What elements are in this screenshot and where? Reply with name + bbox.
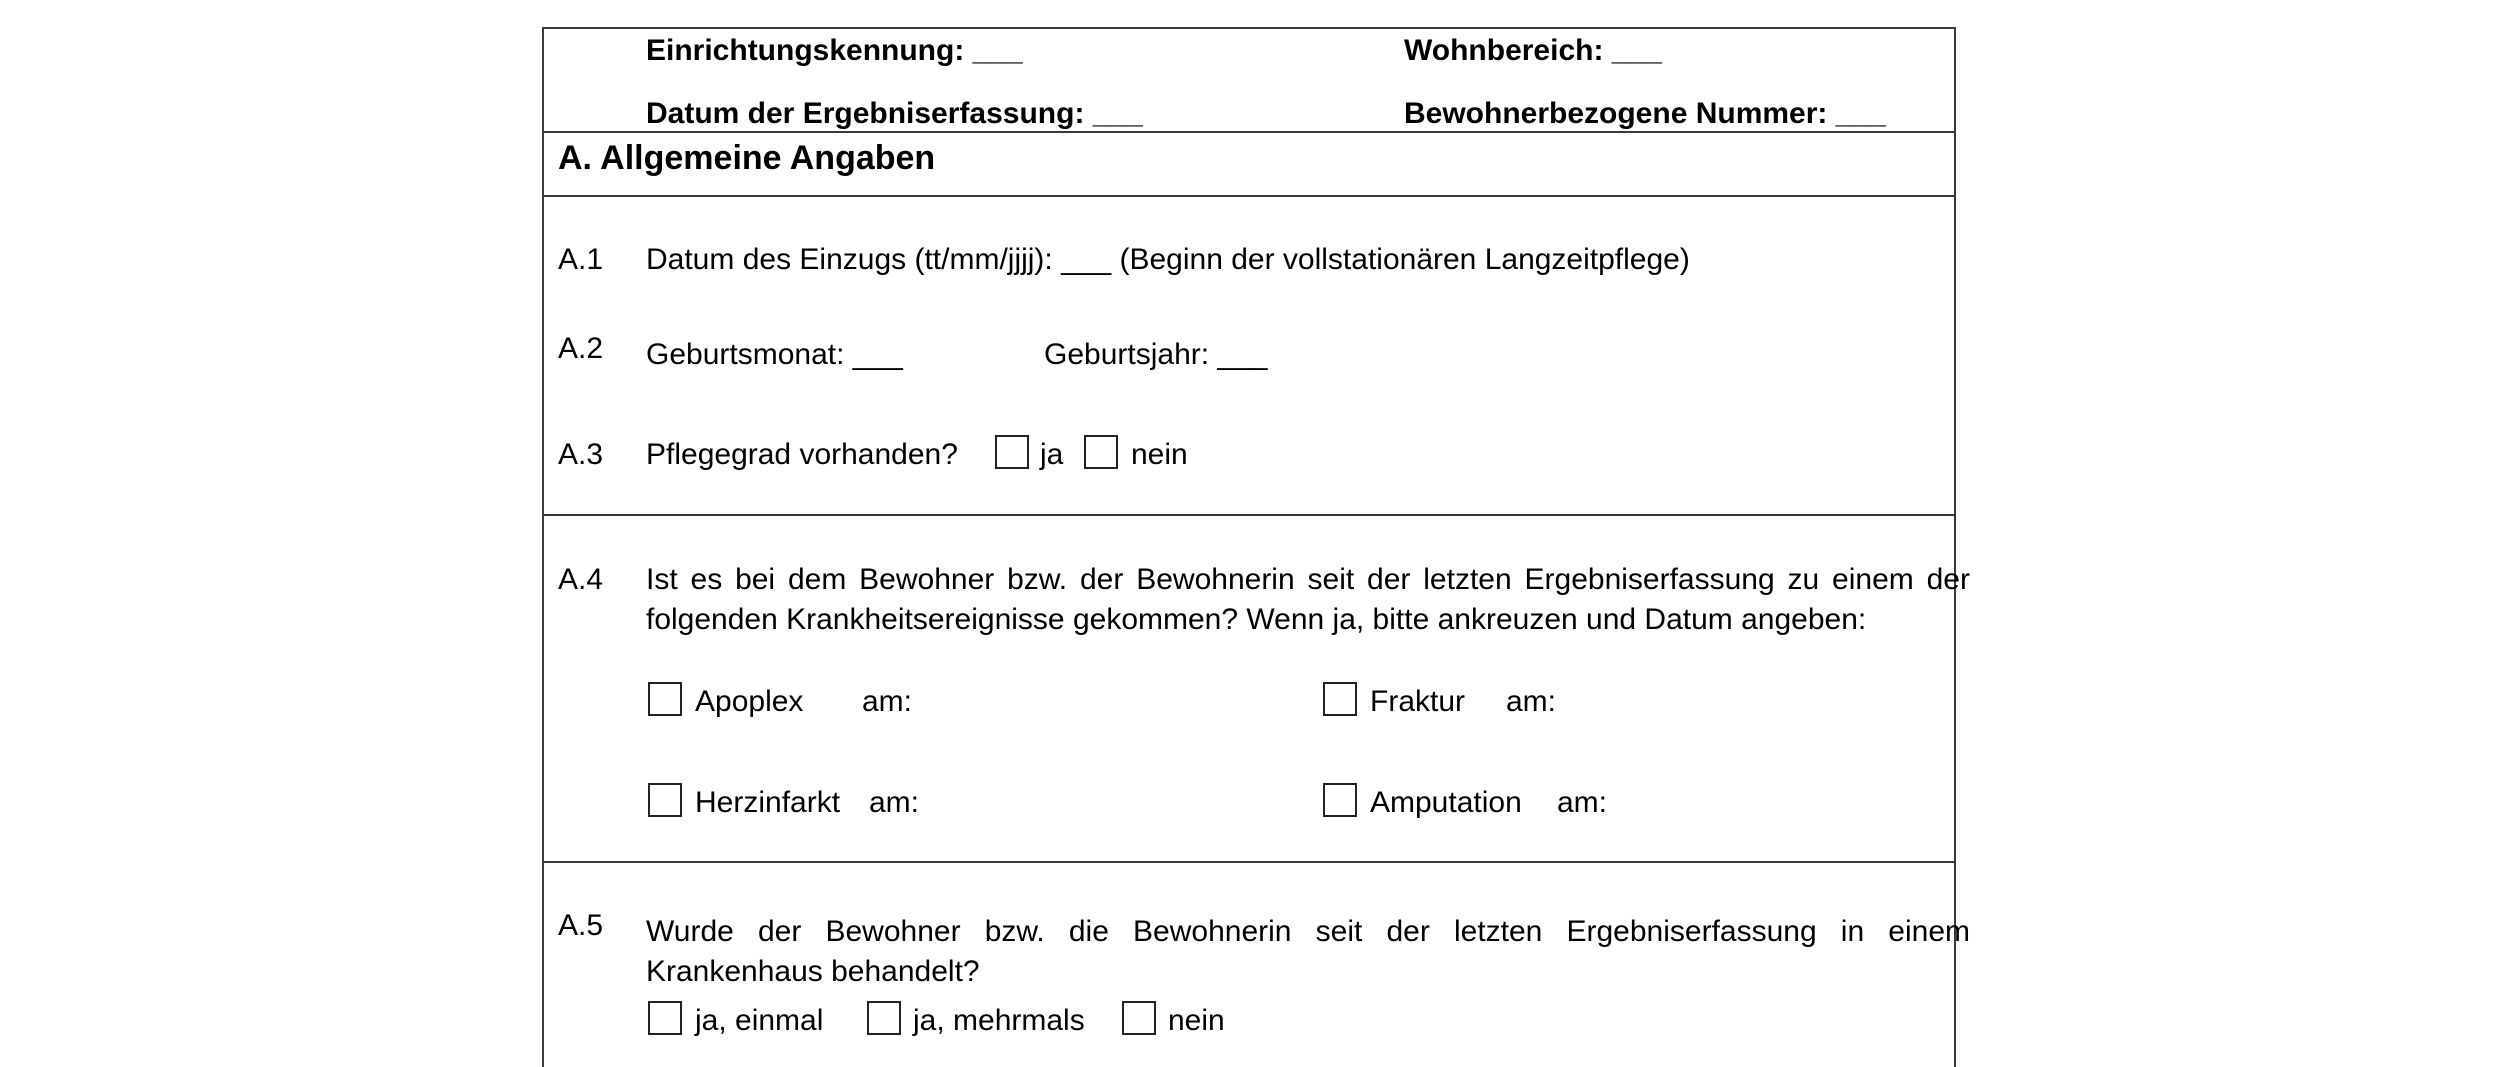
a4-apoplex-date-field[interactable]: am: [862,685,913,718]
a4-fraktur-label: Fraktur [1370,685,1466,718]
wohnbereich-field[interactable]: Wohnbereich: ___ [1404,34,1662,67]
a3-nein-checkbox[interactable] [1084,435,1118,469]
a4-amputation-date-field[interactable]: am: [1557,786,1608,819]
bewohnerbezogene-nummer-field[interactable]: Bewohnerbezogene Nummer: ___ [1404,97,1886,130]
a1-einzug-date-field[interactable]: Datum des Einzugs (tt/mm/jjjj): ___ (Beginn der vollstationären Langzeitpflege) [646,243,1690,276]
a4-herzinfarkt-checkbox[interactable] [648,783,682,817]
a4-fraktur-date-field[interactable]: am: [1506,685,1557,718]
a4-apoplex-label: Apoplex [695,685,804,718]
a2-geburtsmonat-field[interactable]: Geburtsmonat: ___ [646,338,903,371]
a5-number: A.5 [558,909,604,942]
a2-geburtsjahr-field[interactable]: Geburtsjahr: ___ [1044,338,1268,371]
a4-herzinfarkt-date-field[interactable]: am: [869,786,920,819]
a5-nein-label: nein [1168,1004,1225,1037]
a3-ja-checkbox[interactable] [995,435,1029,469]
a3-nein-label: nein [1131,438,1188,471]
divider-a4 [542,861,1956,863]
a3-number: A.3 [558,438,604,471]
a4-fraktur-checkbox[interactable] [1323,682,1357,716]
a4-amputation-label: Amputation [1370,786,1522,819]
a4-question: Ist es bei dem Bewohner bzw. der Bewohnerin seit der letzten Ergebniserfassung zu einem der folgenden Krankheitsereignisse gekommen? Wenn ja, bitte ankreuzen und Datum angeben: [646,563,1970,636]
a5-question: Wurde der Bewohner bzw. die Bewohnerin seit der letzten Ergebniserfassung in einem Krankenhaus behandelt? [646,915,1970,988]
a2-number: A.2 [558,332,604,365]
a5-ja-einmal-checkbox[interactable] [648,1001,682,1035]
datum-ergebniserfassung-field[interactable]: Datum der Ergebniserfassung: ___ [646,97,1143,130]
a3-question: Pflegegrad vorhanden? [646,438,958,471]
a3-ja-label: ja [1040,438,1064,471]
a4-number: A.4 [558,563,604,596]
a5-ja-einmal-label: ja, einmal [695,1004,824,1037]
a5-ja-mehrmals-label: ja, mehrmals [913,1004,1085,1037]
a1-number: A.1 [558,243,604,276]
a4-herzinfarkt-label: Herzinfarkt [695,786,841,819]
divider-section-title [542,195,1956,197]
divider-a3 [542,514,1956,516]
a5-ja-mehrmals-checkbox[interactable] [867,1001,901,1035]
form-frame [542,27,1956,1067]
a4-apoplex-checkbox[interactable] [648,682,682,716]
a4-amputation-checkbox[interactable] [1323,783,1357,817]
a5-nein-checkbox[interactable] [1122,1001,1156,1035]
einrichtungskennung-field[interactable]: Einrichtungskennung: ___ [646,34,1023,67]
section-title: A. Allgemeine Angaben [558,139,936,177]
